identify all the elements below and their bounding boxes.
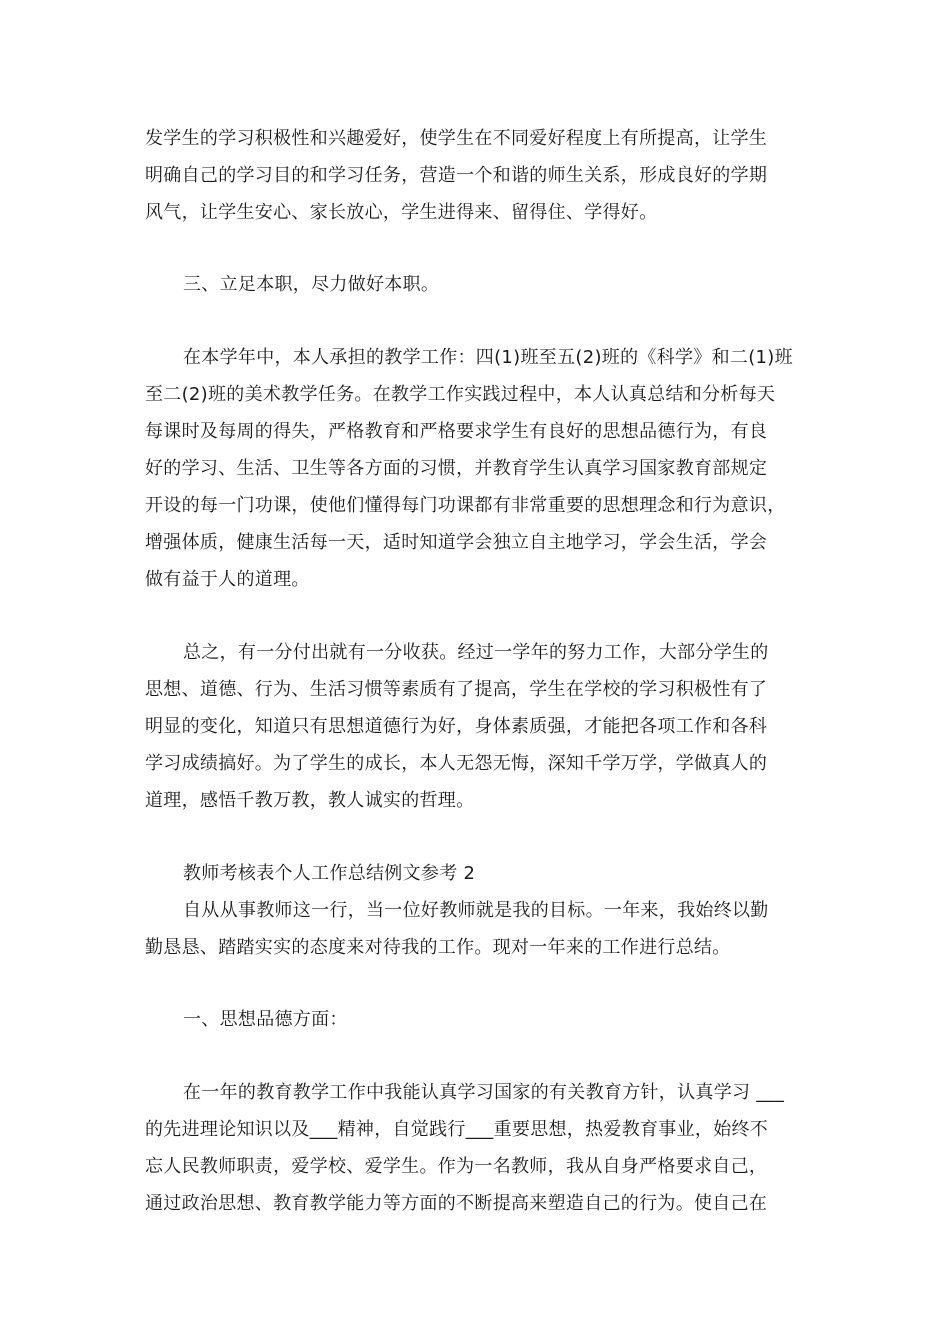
paragraph-line: 好的学习、生活、卫生等各方面的习惯，并教育学生认真学习国家教育部规定	[145, 458, 768, 479]
paragraph-line: 做有益于人的道理。	[145, 569, 310, 590]
paragraph-line: 自从从事教师这一行，当一位好教师就是我的目标。一年来，我始终以勤	[183, 900, 769, 921]
paragraph-line: 明确自己的学习目的和学习任务，营造一个和谐的师生关系，形成良好的学期	[145, 165, 768, 186]
section-title: 教师考核表个人工作总结例文参考 2	[183, 863, 476, 884]
section-heading: 三、立足本职，尽力做好本职。	[183, 274, 440, 295]
paragraph-line: 风气，让学生安心、家长放心，学生进得来、留得住、学得好。	[145, 202, 658, 223]
paragraph-line: 勤恳恳、踏踏实实的态度来对待我的工作。现对一年来的工作进行总结。	[145, 937, 731, 958]
paragraph-line: 明显的变化，知道只有思想道德行为好，身体素质强，才能把各项工作和各科	[145, 716, 768, 737]
paragraph-line: 的先进理论知识以及___精神，自觉践行___重要思想，热爱教育事业，始终不	[145, 1119, 769, 1140]
paragraph-line: 总之，有一分付出就有一分收获。经过一学年的努力工作，大部分学生的	[183, 642, 769, 663]
paragraph-line: 在一年的教育教学工作中我能认真学习国家的有关教育方针，认真学习 ___	[183, 1082, 785, 1103]
paragraph-line: 思想、道德、行为、生活习惯等素质有了提高，学生在学校的学习积极性有了	[145, 679, 768, 700]
paragraph-line: 通过政治思想、教育教学能力等方面的不断提高来塑造自己的行为。使自己在	[145, 1193, 768, 1214]
paragraph-line: 至二(2)班的美术教学任务。在教学工作实践过程中，本人认真总结和分析每天	[145, 384, 776, 405]
paragraph-line: 增强体质，健康生活每一天，适时知道学会独立自主地学习，学会生活，学会	[145, 532, 768, 553]
paragraph-line: 开设的每一门功课，使他们懂得每门功课都有非常重要的思想理念和行为意识，	[145, 495, 786, 516]
section-heading: 一、思想品德方面：	[183, 1009, 348, 1030]
paragraph-line: 发学生的学习积极性和兴趣爱好，使学生在不同爱好程度上有所提高，让学生	[145, 128, 768, 149]
paragraph-line: 在本学年中，本人承担的教学工作：四(1)班至五(2)班的《科学》和二(1)班	[183, 347, 793, 368]
paragraph-line: 忘人民教师职责，爱学校、爱学生。作为一名教师，我从自身严格要求自己，	[145, 1156, 768, 1177]
paragraph-line: 每课时及每周的得失，严格教育和严格要求学生有良好的思想品德行为，有良	[145, 421, 768, 442]
paragraph-line: 道理，感悟千教万教，教人诚实的哲理。	[145, 790, 475, 811]
paragraph-line: 学习成绩搞好。为了学生的成长，本人无怨无悔，深知千学万学，学做真人的	[145, 753, 768, 774]
